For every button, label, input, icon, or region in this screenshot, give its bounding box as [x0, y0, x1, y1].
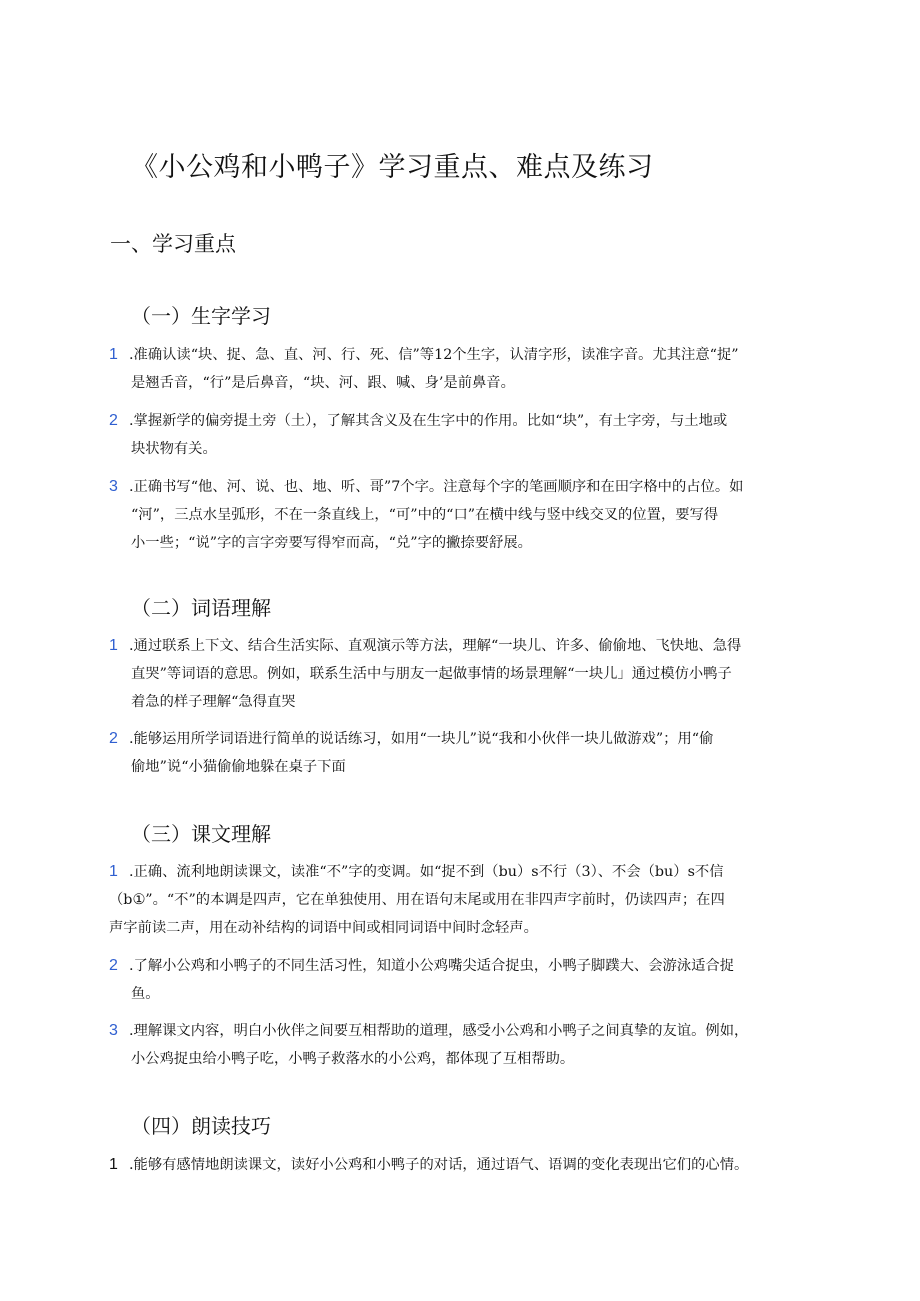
item-text: 小公鸡捉虫给小鸭子吃，小鸭子救落水的小公鸡，都体现了互相帮助。 [131, 1051, 575, 1067]
item-text: “河”，三点水呈弧形，不在一条直线上，“可”中的“口”在横中线与竖中线交叉的位置，要写得 [131, 507, 719, 523]
item-text: .了解小公鸡和小鸭子的不同生活习性，知道小公鸡嘴尖适合捉虫，小鸭子脚蹼大、会游泳适合捉 [129, 958, 735, 974]
item-text: .正确、流利地朗读课文，读准“不”字的变调。如“捉不到（bu）s不行（3）、不会（bu）s不信 [129, 864, 724, 880]
subsection-heading-vocabulary: （二）词语理解 [131, 596, 271, 620]
list-item [109, 407, 815, 463]
item-text: 着急的样子理解“急得直哭 [131, 694, 296, 710]
item-number: 2 [109, 957, 118, 974]
item-number: 1 [109, 346, 118, 363]
subsection-heading-characters: （一）生字学习 [131, 304, 271, 328]
item-text: 小一些；“说”字的言字旁要写得窄而高，“兑”字的撇捺要舒展。 [131, 535, 532, 551]
item-number: 2 [109, 730, 118, 747]
item-number: 1 [109, 863, 118, 880]
item-text: 是翘舌音，“行”是后鼻音，“块、河、跟、喊、身’是前鼻音。 [131, 375, 515, 391]
item-text: 直哭”等词语的意思。例如，联系生活中与朋友一起做事情的场景理解“一块儿」通过模仿小鸭子 [131, 666, 732, 682]
item-number: 2 [109, 412, 118, 429]
item-text: .正确书写“他、河、说、也、地、听、哥”7个字。注意每个字的笔画顺序和在田字格中的占位。如 [129, 479, 744, 495]
list-item [109, 858, 815, 942]
list-item [109, 473, 815, 557]
item-text: .准确认读“块、捉、急、直、河、行、死、信”等12个生字，认清字形，读准字音。尤其注意“捉” [129, 347, 739, 363]
item-text: .掌握新学的偏旁提土旁（土），了解其含义及在生字中的作用。比如“块”，有土字旁，与土地或 [129, 413, 728, 429]
item-text: .理解课文内容，明白小伙伴之间要互相帮助的道理，感受小公鸡和小鸭子之间真挚的友谊。例如， [129, 1023, 749, 1039]
item-text: 鱼。 [131, 986, 160, 1002]
list-item [109, 1017, 815, 1073]
list-item [109, 632, 815, 716]
subsection-heading-reading-skills: （四）朗读技巧 [131, 1114, 271, 1138]
list-item [109, 1151, 815, 1179]
list-item [109, 725, 815, 781]
subsection-heading-text-comprehension: （三）课文理解 [131, 822, 271, 846]
item-text: （b①”。“不”的本调是四声，它在单独使用、用在语句末尾或用在非四声字前时，仍读四声；在四 [109, 892, 725, 908]
item-text: 偷地”说“小猫偷偷地躲在桌子下面 [131, 759, 346, 775]
item-number: 3 [109, 1022, 118, 1039]
document-title: 《小公鸡和小鸭子》学习重点、难点及练习 [131, 152, 654, 183]
item-number: 3 [109, 478, 118, 495]
list-item [109, 341, 815, 397]
item-text: .能够有感情地朗读课文，读好小公鸡和小鸭子的对话，通过语气、语调的变化表现出它们的心情。 [129, 1157, 749, 1173]
item-text: .通过联系上下文、结合生活实际、直观演示等方法，理解“一块儿、许多、偷偷地、飞快地、急得 [129, 638, 742, 654]
item-number: 1 [109, 1156, 118, 1173]
item-number: 1 [109, 637, 118, 654]
item-text: 块状物有关。 [131, 441, 217, 457]
item-text: .能够运用所学词语进行简单的说话练习，如用“一块儿”说“我和小伙伴一块儿做游戏”；用“偷 [129, 731, 714, 747]
item-text: 声字前读二声，用在动补结构的词语中间或相同词语中间时念轻声。 [109, 920, 538, 936]
list-item [109, 952, 815, 1008]
section-heading-key-points: 一、学习重点 [110, 232, 236, 256]
